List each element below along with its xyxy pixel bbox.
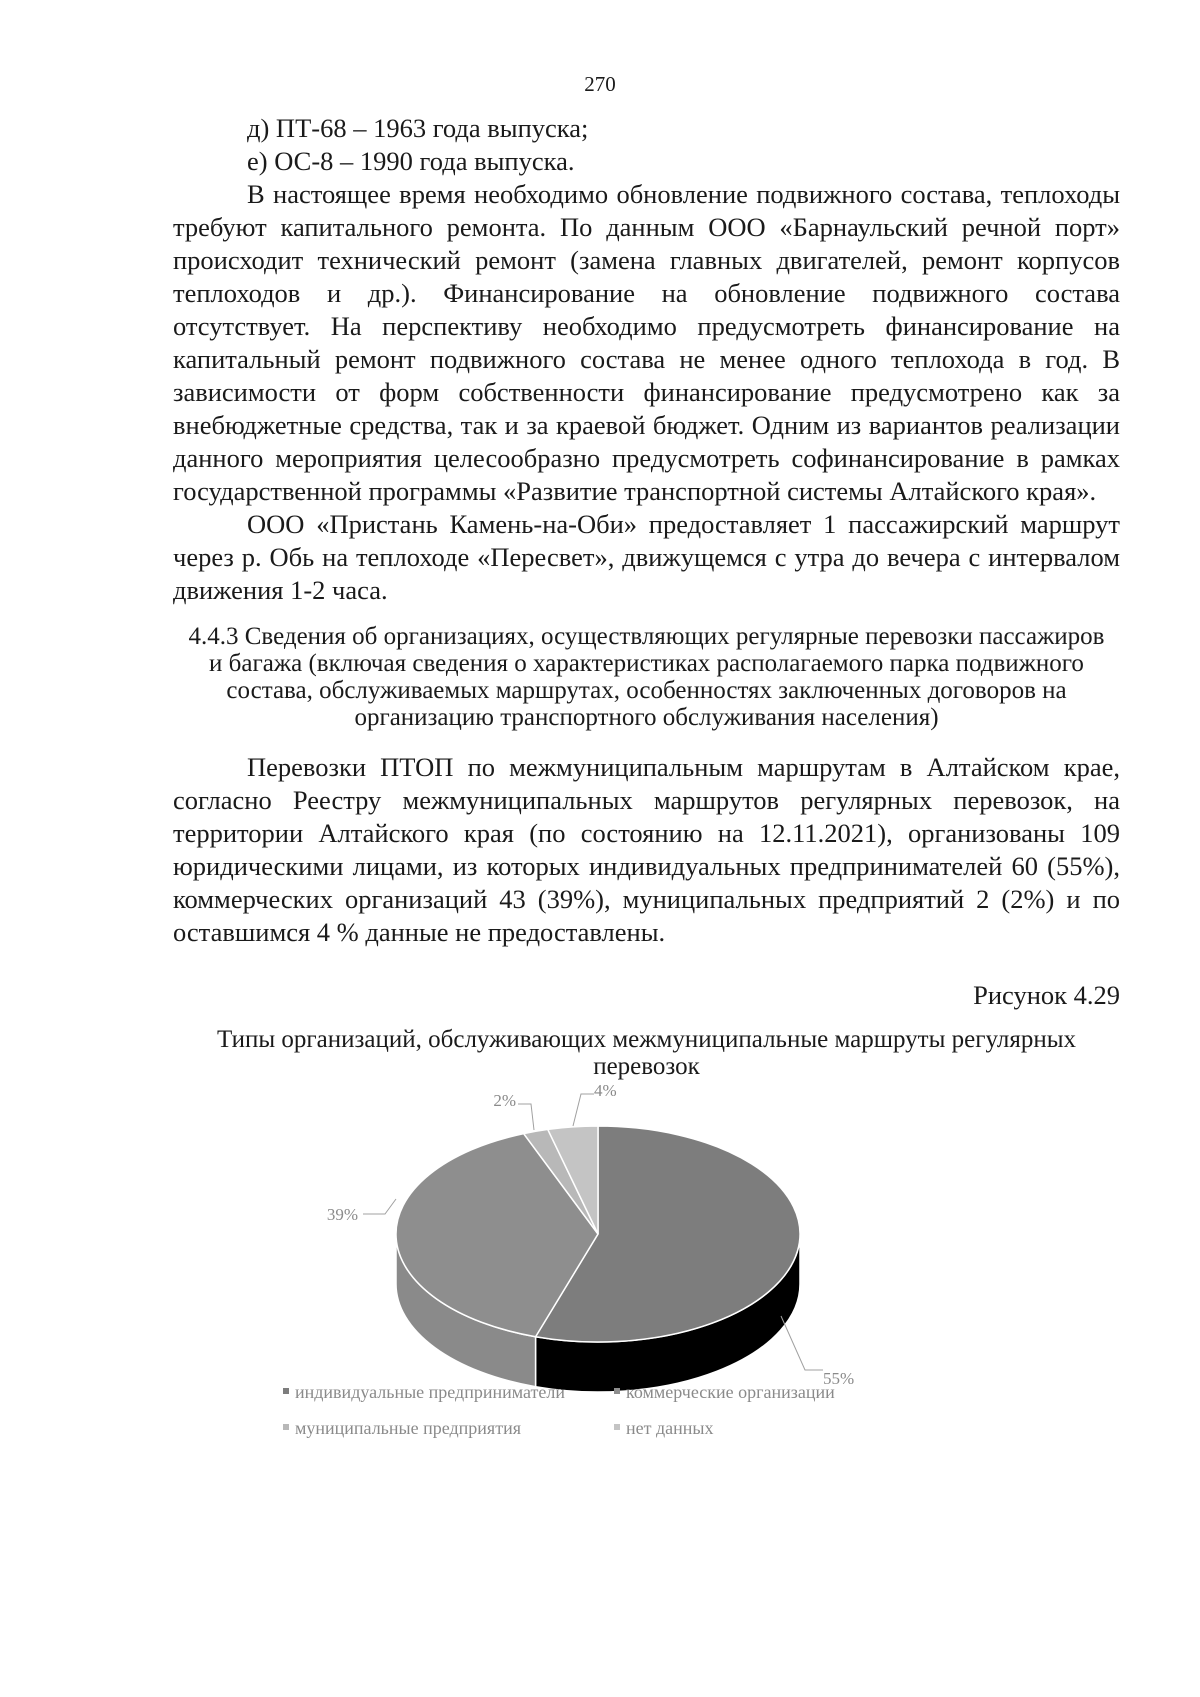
legend-label-3: нет данных: [626, 1418, 714, 1438]
page-number: 270: [584, 72, 616, 96]
data-label-2: 2%: [493, 1091, 516, 1110]
leader-line-3: [573, 1094, 594, 1126]
figure-label: Рисунок 4.29: [973, 980, 1120, 1010]
leader-line-0: [781, 1316, 823, 1370]
legend-swatch-0: [283, 1388, 289, 1394]
paragraph: Перевозки ПТОП по межмуниципальным маршрутам в Алтайском крае, согласно Реестру межмуниципальных маршрутов регулярных перевозок, на территории Алтайского края (по состоянию на 12.11.2021), организованы 109 юридическими лицами, из которых индивидуальных предпринимателей 60 (55%), коммерческих организаций 43 (39%), муниципальных предприятий 2 (2%) и по оставшимся 4 % данные не предоставлены.: [173, 752, 1120, 947]
data-label-0: 55%: [823, 1369, 855, 1388]
legend-swatch-3: [614, 1424, 620, 1430]
data-label-3: 4%: [594, 1084, 617, 1100]
legend-label-0: индивидуальные предприниматели: [295, 1382, 565, 1402]
list-item: е) ОС-8 – 1990 года выпуска.: [247, 146, 575, 176]
list-item: д) ПТ-68 – 1963 года выпуска;: [247, 113, 589, 143]
section-heading: 4.4.3 Сведения об организациях, осуществляющих регулярные перевозки пассажиров и багажа (включая сведения о характеристиках располагаемого парка подвижного состава, обслуживаемых маршрутах, особенностях заключенных договоров на организацию транспортного обслуживания населения): [188, 623, 1105, 731]
chart-title: Типы организаций, обслуживающих межмуниципальные маршруты регулярных перевозок: [216, 1026, 1077, 1080]
legend-swatch-2: [283, 1424, 289, 1430]
leader-line-1: [363, 1199, 396, 1214]
leader-line-2: [518, 1104, 534, 1130]
paragraph: ООО «Пристань Камень-на-Оби» предоставляет 1 пассажирский маршрут через р. Обь на теплоходе «Пересвет», движущемся с утра до вечера с интервалом движения 1-2 часа.: [173, 509, 1120, 605]
legend-label-2: муниципальные предприятия: [295, 1418, 521, 1438]
pie-chart: [173, 1084, 1120, 1524]
paragraph: В настоящее время необходимо обновление подвижного состава, теплоходы требуют капитального ремонта. По данным ООО «Барнаульский речной порт» происходит технический ремонт (замена главных двигателей, ремонт корпусов теплоходов и др.). Финансирование на обновление подвижного состава отсутствует. На перспективу необходимо предусмотреть финансирование на капитальный ремонт подвижного состава не менее одного теплохода в год. В зависимости от форм собственности финансирование предусмотрено как за внебюджетные средства, так и за краевой бюджет. Одним из вариантов реализации данного мероприятия целесообразно предусмотреть софинансирование в рамках государственной программы «Развитие транспортной системы Алтайского края».: [173, 179, 1120, 506]
legend-swatch-1: [614, 1388, 620, 1394]
page-body: [173, 112, 1120, 1080]
legend-label-1: коммерческие организации: [626, 1382, 835, 1402]
data-label-1: 39%: [326, 1205, 358, 1224]
